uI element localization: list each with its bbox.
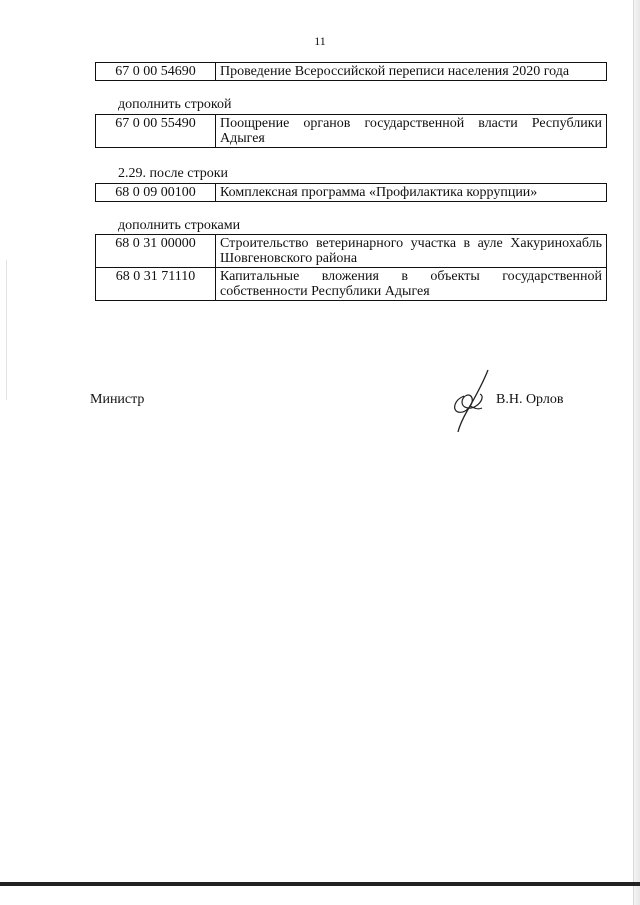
description-cell: Проведение Всероссийской переписи населения 2020 года <box>216 63 607 81</box>
signer-position: Министр <box>90 392 145 407</box>
table-added-row <box>95 114 607 148</box>
instruction-add-row: дополнить строкой <box>118 97 232 112</box>
table-row <box>96 115 607 148</box>
code-cell: 67 0 00 54690 <box>96 63 216 81</box>
code-cell: 67 0 00 55490 <box>96 115 216 148</box>
table-added-rows <box>95 234 607 301</box>
description-cell: Строительство ветеринарного участка в ауле Хакуринохабль Шовгеновского района <box>216 235 607 268</box>
signer-name: В.Н. Орлов <box>496 392 564 407</box>
handwritten-signature <box>448 366 498 436</box>
description-cell: Поощрение органов государственной власти Республики Адыгея <box>216 115 607 148</box>
table-previous-row <box>95 62 607 81</box>
table-row <box>96 268 607 301</box>
code-cell: 68 0 31 71110 <box>96 268 216 301</box>
scan-bottom-edge <box>0 882 640 886</box>
description-cell: Комплексная программа «Профилактика коррупции» <box>216 184 607 202</box>
code-cell: 68 0 09 00100 <box>96 184 216 202</box>
page-number: 11 <box>314 34 326 48</box>
code-cell: 68 0 31 00000 <box>96 235 216 268</box>
scan-edge-shadow <box>633 0 640 905</box>
description-cell: Капитальные вложения в объекты государственной собственности Республики Адыгея <box>216 268 607 301</box>
scan-margin-mark <box>6 260 7 400</box>
instruction-after-row: 2.29. после строки <box>118 166 229 181</box>
instruction-add-rows: дополнить строками <box>118 218 241 233</box>
table-row <box>96 235 607 268</box>
table-anchor-row <box>95 183 607 202</box>
table-row <box>96 184 607 202</box>
table-row <box>96 63 607 81</box>
